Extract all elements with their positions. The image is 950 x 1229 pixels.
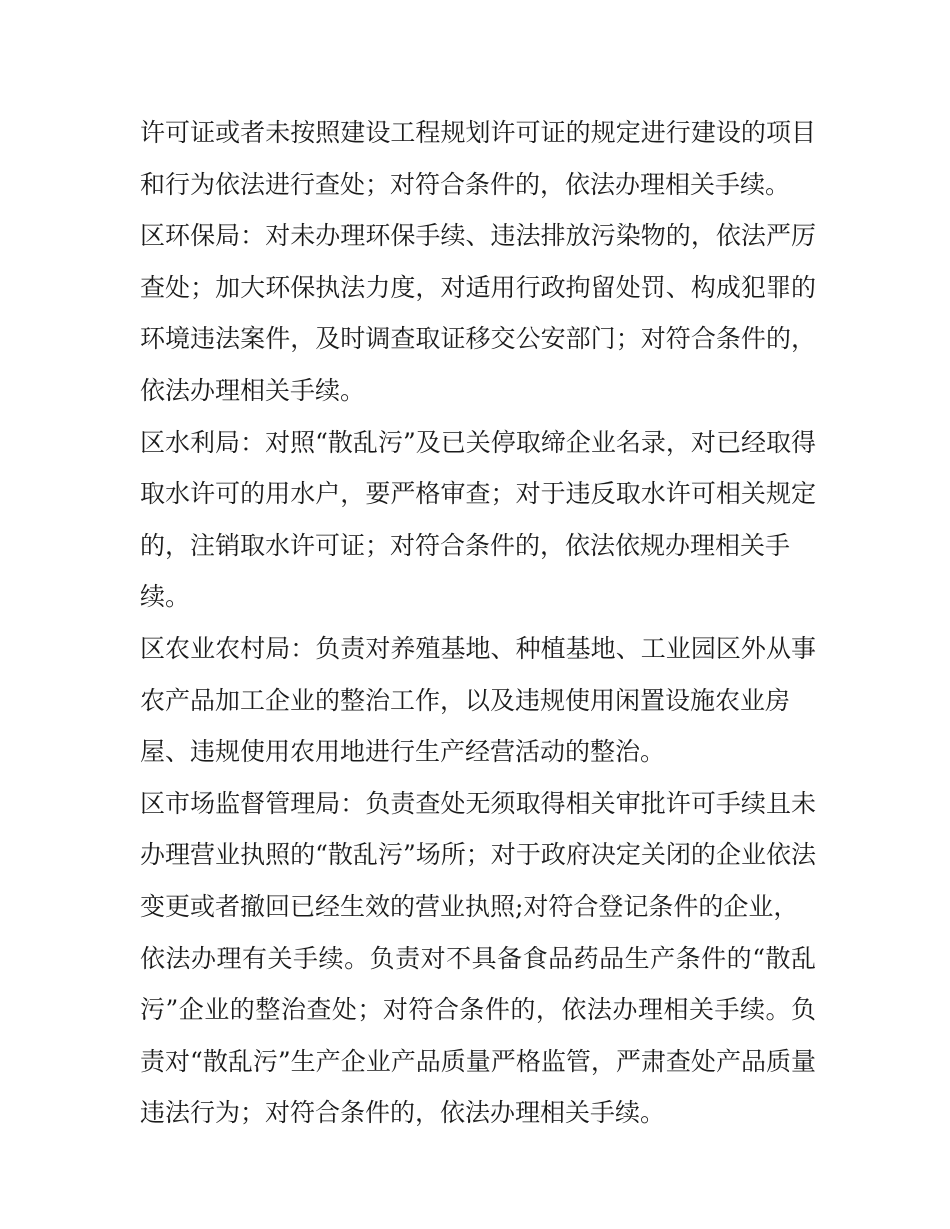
text-line: 违法行为；对符合条件的，依法办理相关手续。	[140, 1098, 666, 1128]
text-line: 依法办理相关手续。	[140, 375, 366, 405]
text-line: 农产品加工企业的整治工作，以及违规使用闲置设施农业房	[140, 685, 791, 715]
text-line: 续。	[140, 582, 191, 612]
text-line: 变更或者撤回已经生效的营业执照;对符合登记条件的企业，	[140, 891, 799, 921]
text-line: 环境违法案件，及时调查取证移交公安部门；对符合条件的，	[140, 324, 816, 354]
text-line: 许可证或者未按照建设工程规划许可证的规定进行建设的项目	[140, 118, 816, 147]
text-line: 区环保局：对未办理环保手续、违法排放污染物的，依法严厉	[140, 221, 816, 251]
text-line: 依法办理有关手续。负责对不具备食品药品生产条件的“散乱	[140, 943, 816, 973]
text-line: 区农业农村局：负责对养殖基地、种植基地、工业园区外从事	[140, 633, 816, 663]
text-line: 区市场监督管理局：负责查处无须取得相关审批许可手续且未	[140, 788, 816, 818]
text-line: 取水许可的用水户，要严格审查；对于违反取水许可相关规定	[140, 479, 816, 509]
text-line: 屋、违规使用农用地进行生产经营活动的整治。	[140, 737, 666, 767]
document-body	[140, 107, 816, 1139]
text-line: 区水利局：对照“散乱污”及已关停取缔企业名录，对已经取得	[140, 427, 816, 457]
text-line: 责对“散乱污”生产企业产品质量严格监管，严肃查处产品质量	[140, 1046, 816, 1076]
text-line: 查处；加大环保执法力度，对适用行政拘留处罚、构成犯罪的	[140, 272, 816, 302]
text-line: 和行为依法进行查处；对符合条件的，依法办理相关手续。	[140, 169, 791, 199]
text-line: 的，注销取水许可证；对符合条件的，依法依规办理相关手	[140, 530, 791, 560]
text-line: 污”企业的整治查处；对符合条件的，依法办理相关手续。负	[140, 995, 816, 1025]
text-line: 办理营业执照的“散乱污”场所；对于政府决定关闭的企业依法	[140, 840, 816, 870]
